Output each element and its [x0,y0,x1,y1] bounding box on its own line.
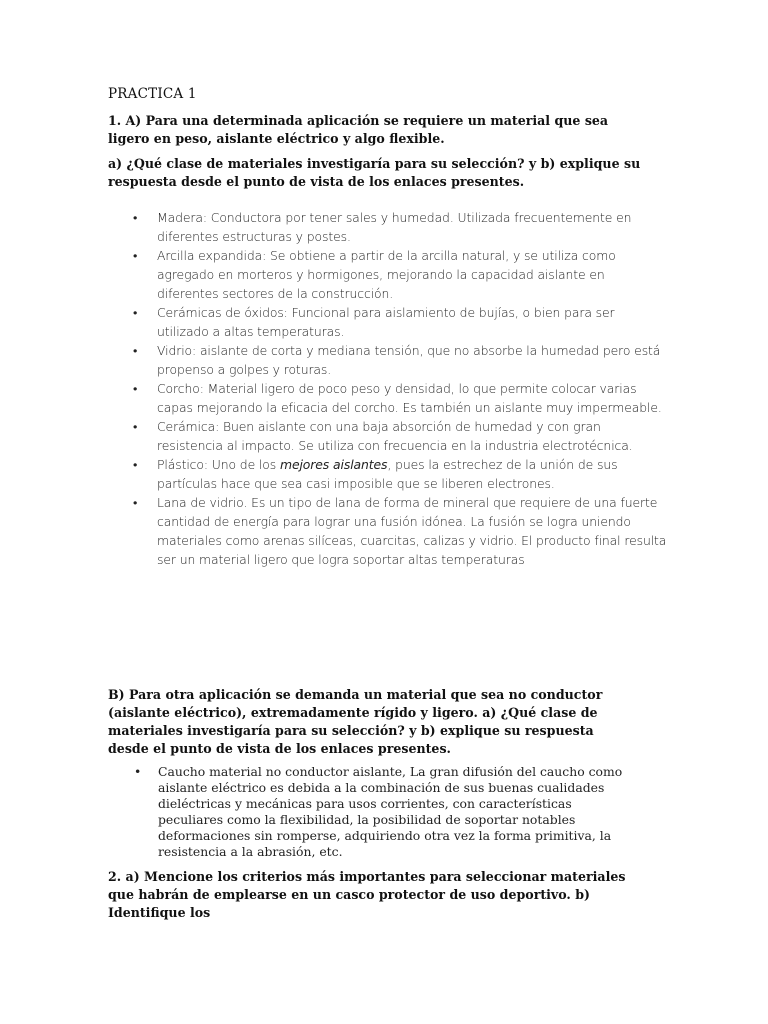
list-item [108,246,668,303]
list-item [108,493,668,569]
list-item [108,417,668,455]
list-item-emphasis: mejores aislantes [279,457,388,472]
list-item [108,341,668,379]
list-item [108,764,628,860]
list-item-text: Madera: Conductora por tener sales y humedad. Utilizada frecuentemente en diferentes estructuras y postes. [157,210,632,244]
answer-b-list [108,764,628,860]
bullet-icon: • [133,381,138,396]
bullet-icon: • [133,305,138,320]
question-2-prompt: 2. a) Mencione los criterios más importantes para seleccionar materiales que habrán de emplearse en un casco protector de uso deportivo. b) Identifique los [108,869,626,920]
bullet-icon: • [133,457,138,472]
list-item-text: Caucho material no conductor aislante, La gran difusión del caucho como aislante eléctrico es debida a la combinación de sus buenas cualidades dieléctricas y mecánicas para usos corrientes, con características peculiares como la flexibilidad, la posibilidad de soportar notables deformaciones sin romperse, adquiriendo otra vez la forma primitiva, la resistencia a la abrasión, etc. [158,764,623,859]
materials-list [108,208,668,569]
list-item [108,208,668,246]
page-title: PRACTICA 1 [108,86,197,102]
bullet-icon: • [133,210,138,225]
list-item-text-lead: Plástico: Uno de los [157,457,280,472]
list-item-text: Lana de vidrio. Es un tipo de lana de forma de mineral que requiere de una fuerte cantidad de energía para lograr una fusión idónea. La fusión se logra uniendo materiales como arenas silíceas, cuarcitas, calizas y vidrio. El producto final resulta ser un material ligero que logra soportar altas temperaturas [157,495,667,567]
list-item [108,455,668,493]
list-item-text: Cerámica: Buen aislante con una baja absorción de humedad y con gran resistencia al impacto. Se utiliza con frecuencia en la industria electrotécnica. [157,419,633,453]
bullet-icon: • [133,343,138,358]
list-item-text-tail: , pues la estrechez de la unión de sus partículas hace que sea casi imposible que se liberen electrones. [157,457,618,491]
bullet-icon: • [133,419,138,434]
list-item-text: Corcho: Material ligero de poco peso y densidad, lo que permite colocar varias capas mejorando la eficacia del corcho. Es también un aislante muy impermeable. [157,381,662,415]
list-item-text [157,457,617,491]
list-item [108,303,668,341]
bullet-icon: • [133,248,138,263]
list-item-text: Vidrio: aislante de corta y mediana tensión, que no absorbe la humedad pero está propenso a golpes y roturas. [157,343,661,377]
bullet-icon: • [134,764,142,779]
question-1-subprompt: a) ¿Qué clase de materiales investigaría para su selección? y b) explique su respuesta desde el punto de vista de los enlaces presentes. [108,156,641,189]
list-item [108,379,668,417]
question-b-prompt: B) Para otra aplicación se demanda un material que sea no conductor (aislante eléctrico), extremadamente rígido y ligero. a) ¿Qué clase de materiales investigaría para su selección? y b) explique su respuesta desde el punto de vista de los enlaces presentes. [108,687,603,756]
list-item-text: Arcilla expandida: Se obtiene a partir de la arcilla natural, y se utiliza como agregado en morteros y hormigones, mejorando la capacidad aislante en diferentes sectores de la construcción. [157,248,616,301]
list-item-text: Cerámicas de óxidos: Funcional para aislamiento de bujías, o bien para ser utilizado a altas temperaturas. [157,305,615,339]
question-1-prompt: 1. A) Para una determinada aplicación se requiere un material que sea ligero en peso, aislante eléctrico y algo flexible. [108,113,609,146]
bullet-icon: • [133,495,138,510]
